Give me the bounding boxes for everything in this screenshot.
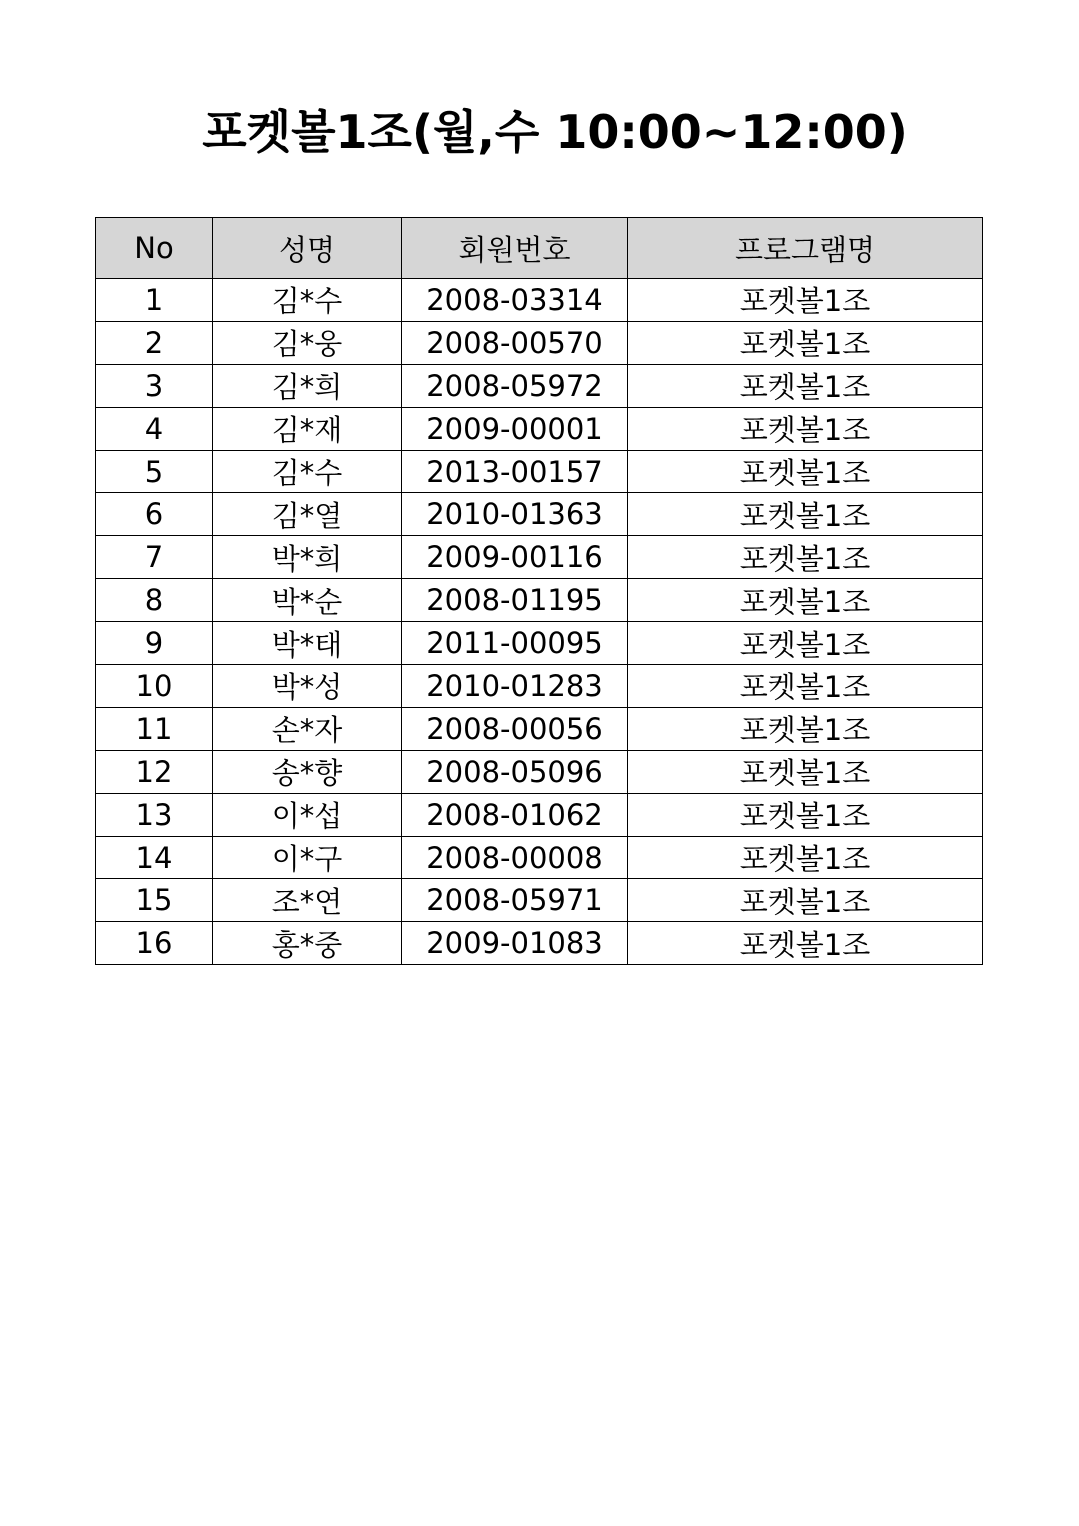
cell-program: 포켓볼1조 [628,450,983,493]
cell-member-id: 2008-05972 [402,364,628,407]
cell-member-id: 2013-00157 [402,450,628,493]
table-row [96,579,983,622]
table-row [96,665,983,708]
cell-program: 포켓볼1조 [628,279,983,322]
cell-no: 1 [96,279,213,322]
cell-member-id: 2008-03314 [402,279,628,322]
column-header-name: 성명 [213,218,402,279]
cell-program: 포켓볼1조 [628,493,983,536]
column-header-program: 프로그램명 [628,218,983,279]
cell-no: 6 [96,493,213,536]
column-header-member-id: 회원번호 [402,218,628,279]
cell-member-id: 2010-01363 [402,493,628,536]
table-row [96,407,983,450]
cell-name: 박*희 [213,536,402,579]
cell-name: 홍*중 [213,922,402,965]
cell-program: 포켓볼1조 [628,879,983,922]
table-row [96,793,983,836]
cell-name: 조*연 [213,879,402,922]
cell-name: 송*향 [213,750,402,793]
member-table [95,217,983,965]
cell-name: 김*열 [213,493,402,536]
cell-name: 이*섭 [213,793,402,836]
cell-no: 2 [96,321,213,364]
cell-no: 4 [96,407,213,450]
table-row [96,707,983,750]
cell-no: 11 [96,707,213,750]
cell-no: 5 [96,450,213,493]
table-row [96,622,983,665]
cell-member-id: 2008-00008 [402,836,628,879]
cell-program: 포켓볼1조 [628,622,983,665]
table-header [96,218,983,279]
table-row [96,879,983,922]
cell-member-id: 2008-01062 [402,793,628,836]
cell-no: 7 [96,536,213,579]
cell-member-id: 2009-00116 [402,536,628,579]
cell-no: 14 [96,836,213,879]
cell-member-id: 2010-01283 [402,665,628,708]
cell-member-id: 2009-01083 [402,922,628,965]
cell-member-id: 2008-01195 [402,579,628,622]
cell-no: 16 [96,922,213,965]
page-title: 포켓볼1조(월,수 10:00~12:00) [202,105,908,159]
cell-name: 김*수 [213,450,402,493]
column-header-no: No [96,218,213,279]
cell-no: 10 [96,665,213,708]
cell-program: 포켓볼1조 [628,750,983,793]
cell-program: 포켓볼1조 [628,707,983,750]
cell-program: 포켓볼1조 [628,579,983,622]
table-row [96,321,983,364]
cell-name: 박*태 [213,622,402,665]
cell-member-id: 2008-00570 [402,321,628,364]
cell-program: 포켓볼1조 [628,793,983,836]
cell-program: 포켓볼1조 [628,536,983,579]
cell-name: 이*구 [213,836,402,879]
cell-name: 김*재 [213,407,402,450]
cell-program: 포켓볼1조 [628,321,983,364]
cell-no: 13 [96,793,213,836]
cell-no: 9 [96,622,213,665]
header-row [96,218,983,279]
cell-name: 김*희 [213,364,402,407]
cell-name: 김*수 [213,279,402,322]
cell-no: 3 [96,364,213,407]
cell-program: 포켓볼1조 [628,407,983,450]
cell-name: 김*웅 [213,321,402,364]
cell-program: 포켓볼1조 [628,665,983,708]
table-row [96,536,983,579]
table-row [96,750,983,793]
cell-no: 15 [96,879,213,922]
table-row [96,364,983,407]
table-row [96,493,983,536]
cell-no: 12 [96,750,213,793]
cell-program: 포켓볼1조 [628,922,983,965]
cell-name: 박*순 [213,579,402,622]
table-row [96,836,983,879]
cell-name: 손*자 [213,707,402,750]
table-row [96,922,983,965]
cell-program: 포켓볼1조 [628,364,983,407]
table-body [96,279,983,965]
cell-member-id: 2011-00095 [402,622,628,665]
table-row [96,279,983,322]
cell-no: 8 [96,579,213,622]
cell-member-id: 2008-05971 [402,879,628,922]
cell-member-id: 2009-00001 [402,407,628,450]
cell-member-id: 2008-05096 [402,750,628,793]
table-row [96,450,983,493]
cell-program: 포켓볼1조 [628,836,983,879]
cell-name: 박*성 [213,665,402,708]
cell-member-id: 2008-00056 [402,707,628,750]
